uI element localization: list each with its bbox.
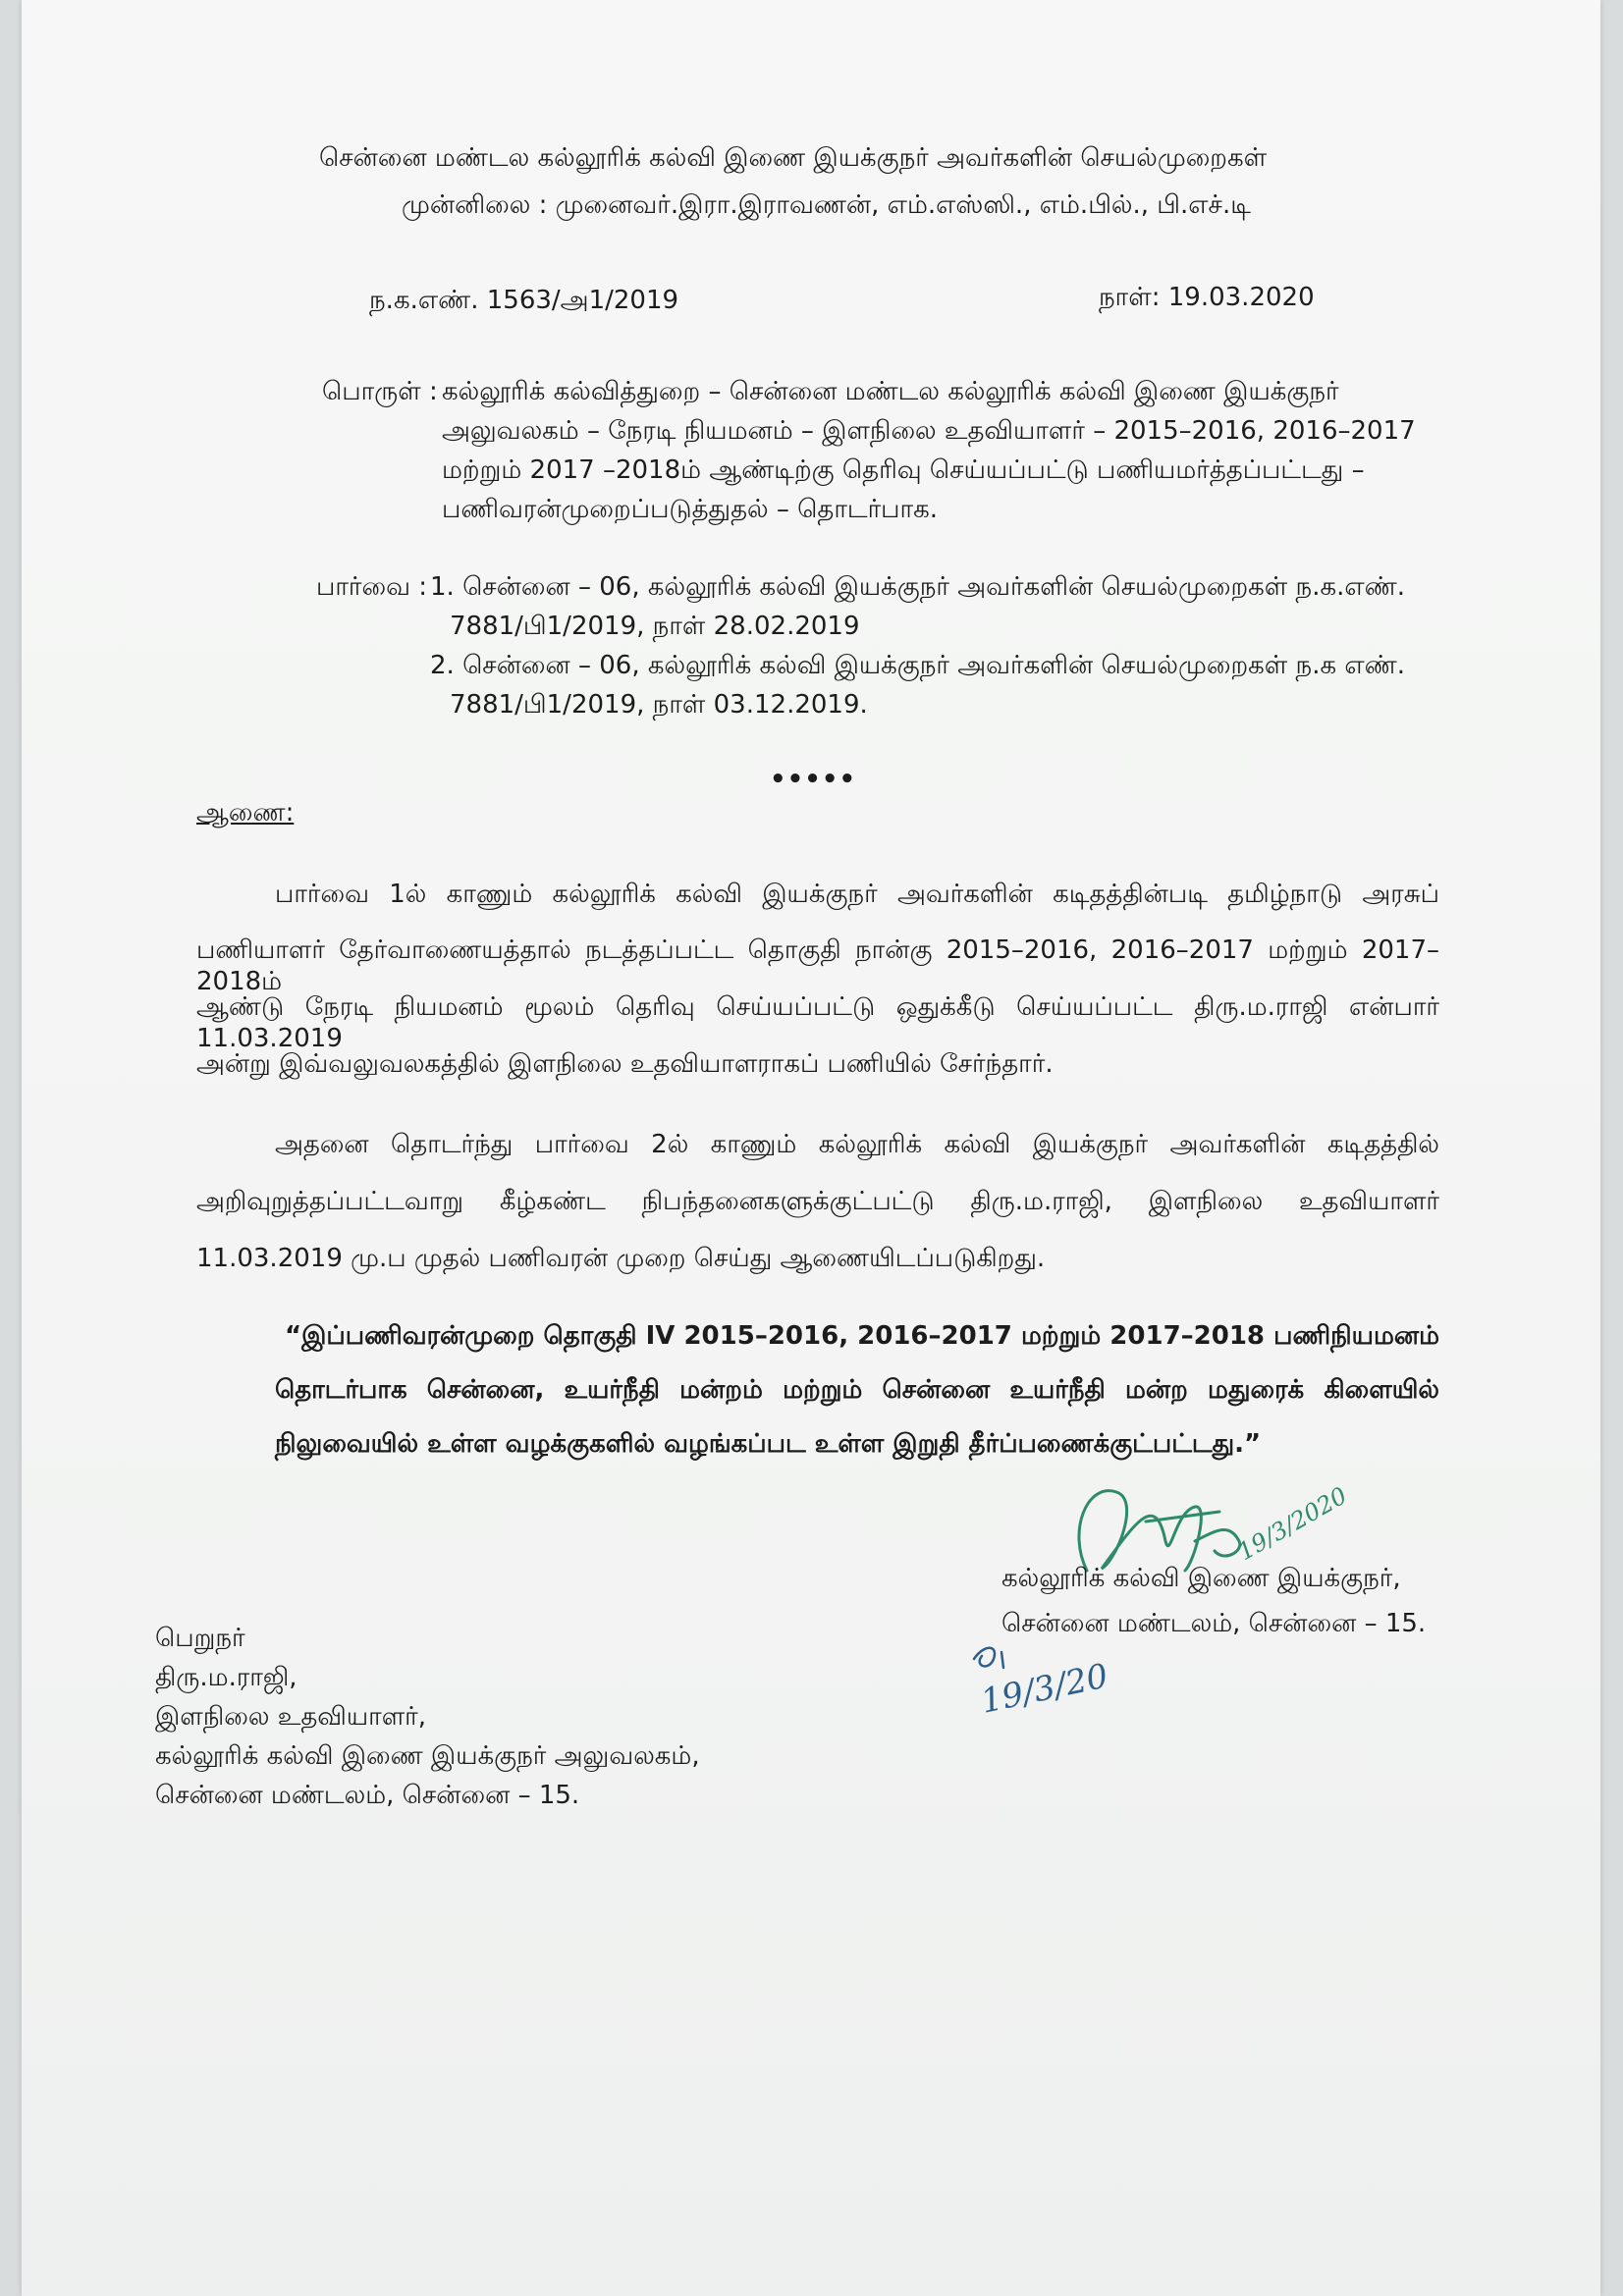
header-presiding-officer: முன்னிலை : முனைவர்.இரா.இராவணன், எம்.எஸ்ஸி., எம்.பில்., பி.எச்.டி	[402, 190, 1251, 220]
signatory-office: சென்னை மண்டலம், சென்னை – 15.	[1001, 1609, 1427, 1638]
condition-quote-line: “இப்பணிவரன்முறை தொகுதி IV 2015–2016, 2016–2017 மற்றும் 2017–2018 பணிநியமனம்	[285, 1321, 1439, 1351]
reference-item-2-detail: 7881/பி1/2019, நாள் 03.12.2019.	[450, 690, 868, 720]
order-paragraph-1-line: ஆண்டு நேரடி நியமனம் மூலம் தெரிவு செய்யப்பட்டு ஒதுக்கீடு செய்யப்பட்ட திரு.ம.ராஜி என்பார் 11.03.2019	[196, 992, 1439, 1053]
recipient-line: திரு.ம.ராஜி,	[155, 1663, 298, 1692]
recipient-line: சென்னை மண்டலம், சென்னை – 15.	[155, 1781, 580, 1810]
initial-mark	[964, 1634, 1161, 1733]
reference-item-2: 2. சென்னை – 06, கல்லூரிக் கல்வி இயக்குநர் அவர்களின் செயல்முறைகள் ந.க எண்.	[430, 651, 1405, 680]
order-paragraph-2-line: 11.03.2019 மு.ப முதல் பணிவரன் முறை செய்து ஆணையிடப்படுகிறது.	[196, 1244, 1046, 1273]
references-label: பார்வை :	[316, 572, 428, 602]
order-paragraph-2-line: அதனை தொடர்ந்து பார்வை 2ல் காணும் கல்லூரிக் கல்வி இயக்குநர் அவர்களின் கடிதத்தில்	[275, 1130, 1439, 1159]
reference-item-1: 1. சென்னை – 06, கல்லூரிக் கல்வி இயக்குநர் அவர்களின் செயல்முறைகள் ந.க.எண்.	[430, 572, 1405, 602]
document-page	[22, 0, 1600, 2296]
order-paragraph-1-line: பார்வை 1ல் காணும் கல்லூரிக் கல்வி இயக்குநர் அவர்களின் கடிதத்தின்படி தமிழ்நாடு அரசுப்	[275, 880, 1439, 909]
subject-line: கல்லூரிக் கல்வித்துறை – சென்னை மண்டல கல்லூரிக் கல்வி இணை இயக்குநர்	[442, 377, 1339, 406]
reference-item-1-detail: 7881/பி1/2019, நாள் 28.02.2019	[450, 612, 860, 641]
condition-quote-line: நிலுவையில் உள்ள வழக்குகளில் வழங்கப்பட உள்ள இறுதி தீர்ப்பணைக்குட்பட்டது.”	[275, 1429, 1262, 1459]
order-heading: ஆணை:	[196, 798, 295, 828]
subject-line: பணிவரன்முறைப்படுத்துதல் – தொடர்பாக.	[442, 495, 939, 524]
signatory-designation: கல்லூரிக் கல்வி இணை இயக்குநர்,	[1001, 1564, 1401, 1593]
initial-date: 19/3/20	[977, 1656, 1112, 1722]
header-title: சென்னை மண்டல கல்லூரிக் கல்வி இணை இயக்குநர் அவர்களின் செயல்முறைகள்	[319, 143, 1268, 173]
order-paragraph-1-line: அன்று இவ்வலுவலகத்தில் இளநிலை உதவியாளராகப் பணியில் சேர்ந்தார்.	[196, 1049, 1054, 1079]
subject-line: அலுவலகம் – நேரடி நியமனம் – இளநிலை உதவியாளர் – 2015–2016, 2016–2017	[442, 416, 1416, 446]
signature-date: 19/3/2020	[1233, 1481, 1352, 1567]
separator: •••••	[770, 765, 857, 794]
reference-date: நாள்: 19.03.2020	[1099, 283, 1315, 312]
recipient-line: இளநிலை உதவியாளர்,	[155, 1702, 427, 1732]
recipient-heading: பெறுநர்	[155, 1624, 245, 1653]
subject-label: பொருள் :	[322, 377, 438, 406]
condition-quote-line: தொடர்பாக சென்னை, உயர்நீதி மன்றம் மற்றும் சென்னை உயர்நீதி மன்ற மதுரைக் கிளையில்	[275, 1375, 1439, 1405]
order-paragraph-2-line: அறிவுறுத்தப்பட்டவாறு கீழ்கண்ட நிபந்தனைகளுக்குட்பட்டு திரு.ம.ராஜி, இளநிலை உதவியாளர்	[196, 1187, 1439, 1216]
order-paragraph-1-line: பணியாளர் தேர்வாணையத்தால் நடத்தப்பட்ட தொகுதி நான்கு 2015–2016, 2016–2017 மற்றும் 2017– 2018ம்	[196, 935, 1439, 996]
recipient-line: கல்லூரிக் கல்வி இணை இயக்குநர் அலுவலகம்,	[155, 1741, 700, 1771]
subject-line: மற்றும் 2017 –2018ம் ஆண்டிற்கு தெரிவு செய்யப்பட்டு பணியமர்த்தப்பட்டது –	[442, 455, 1365, 485]
reference-number: ந.க.எண். 1563/அ1/2019	[369, 286, 679, 315]
